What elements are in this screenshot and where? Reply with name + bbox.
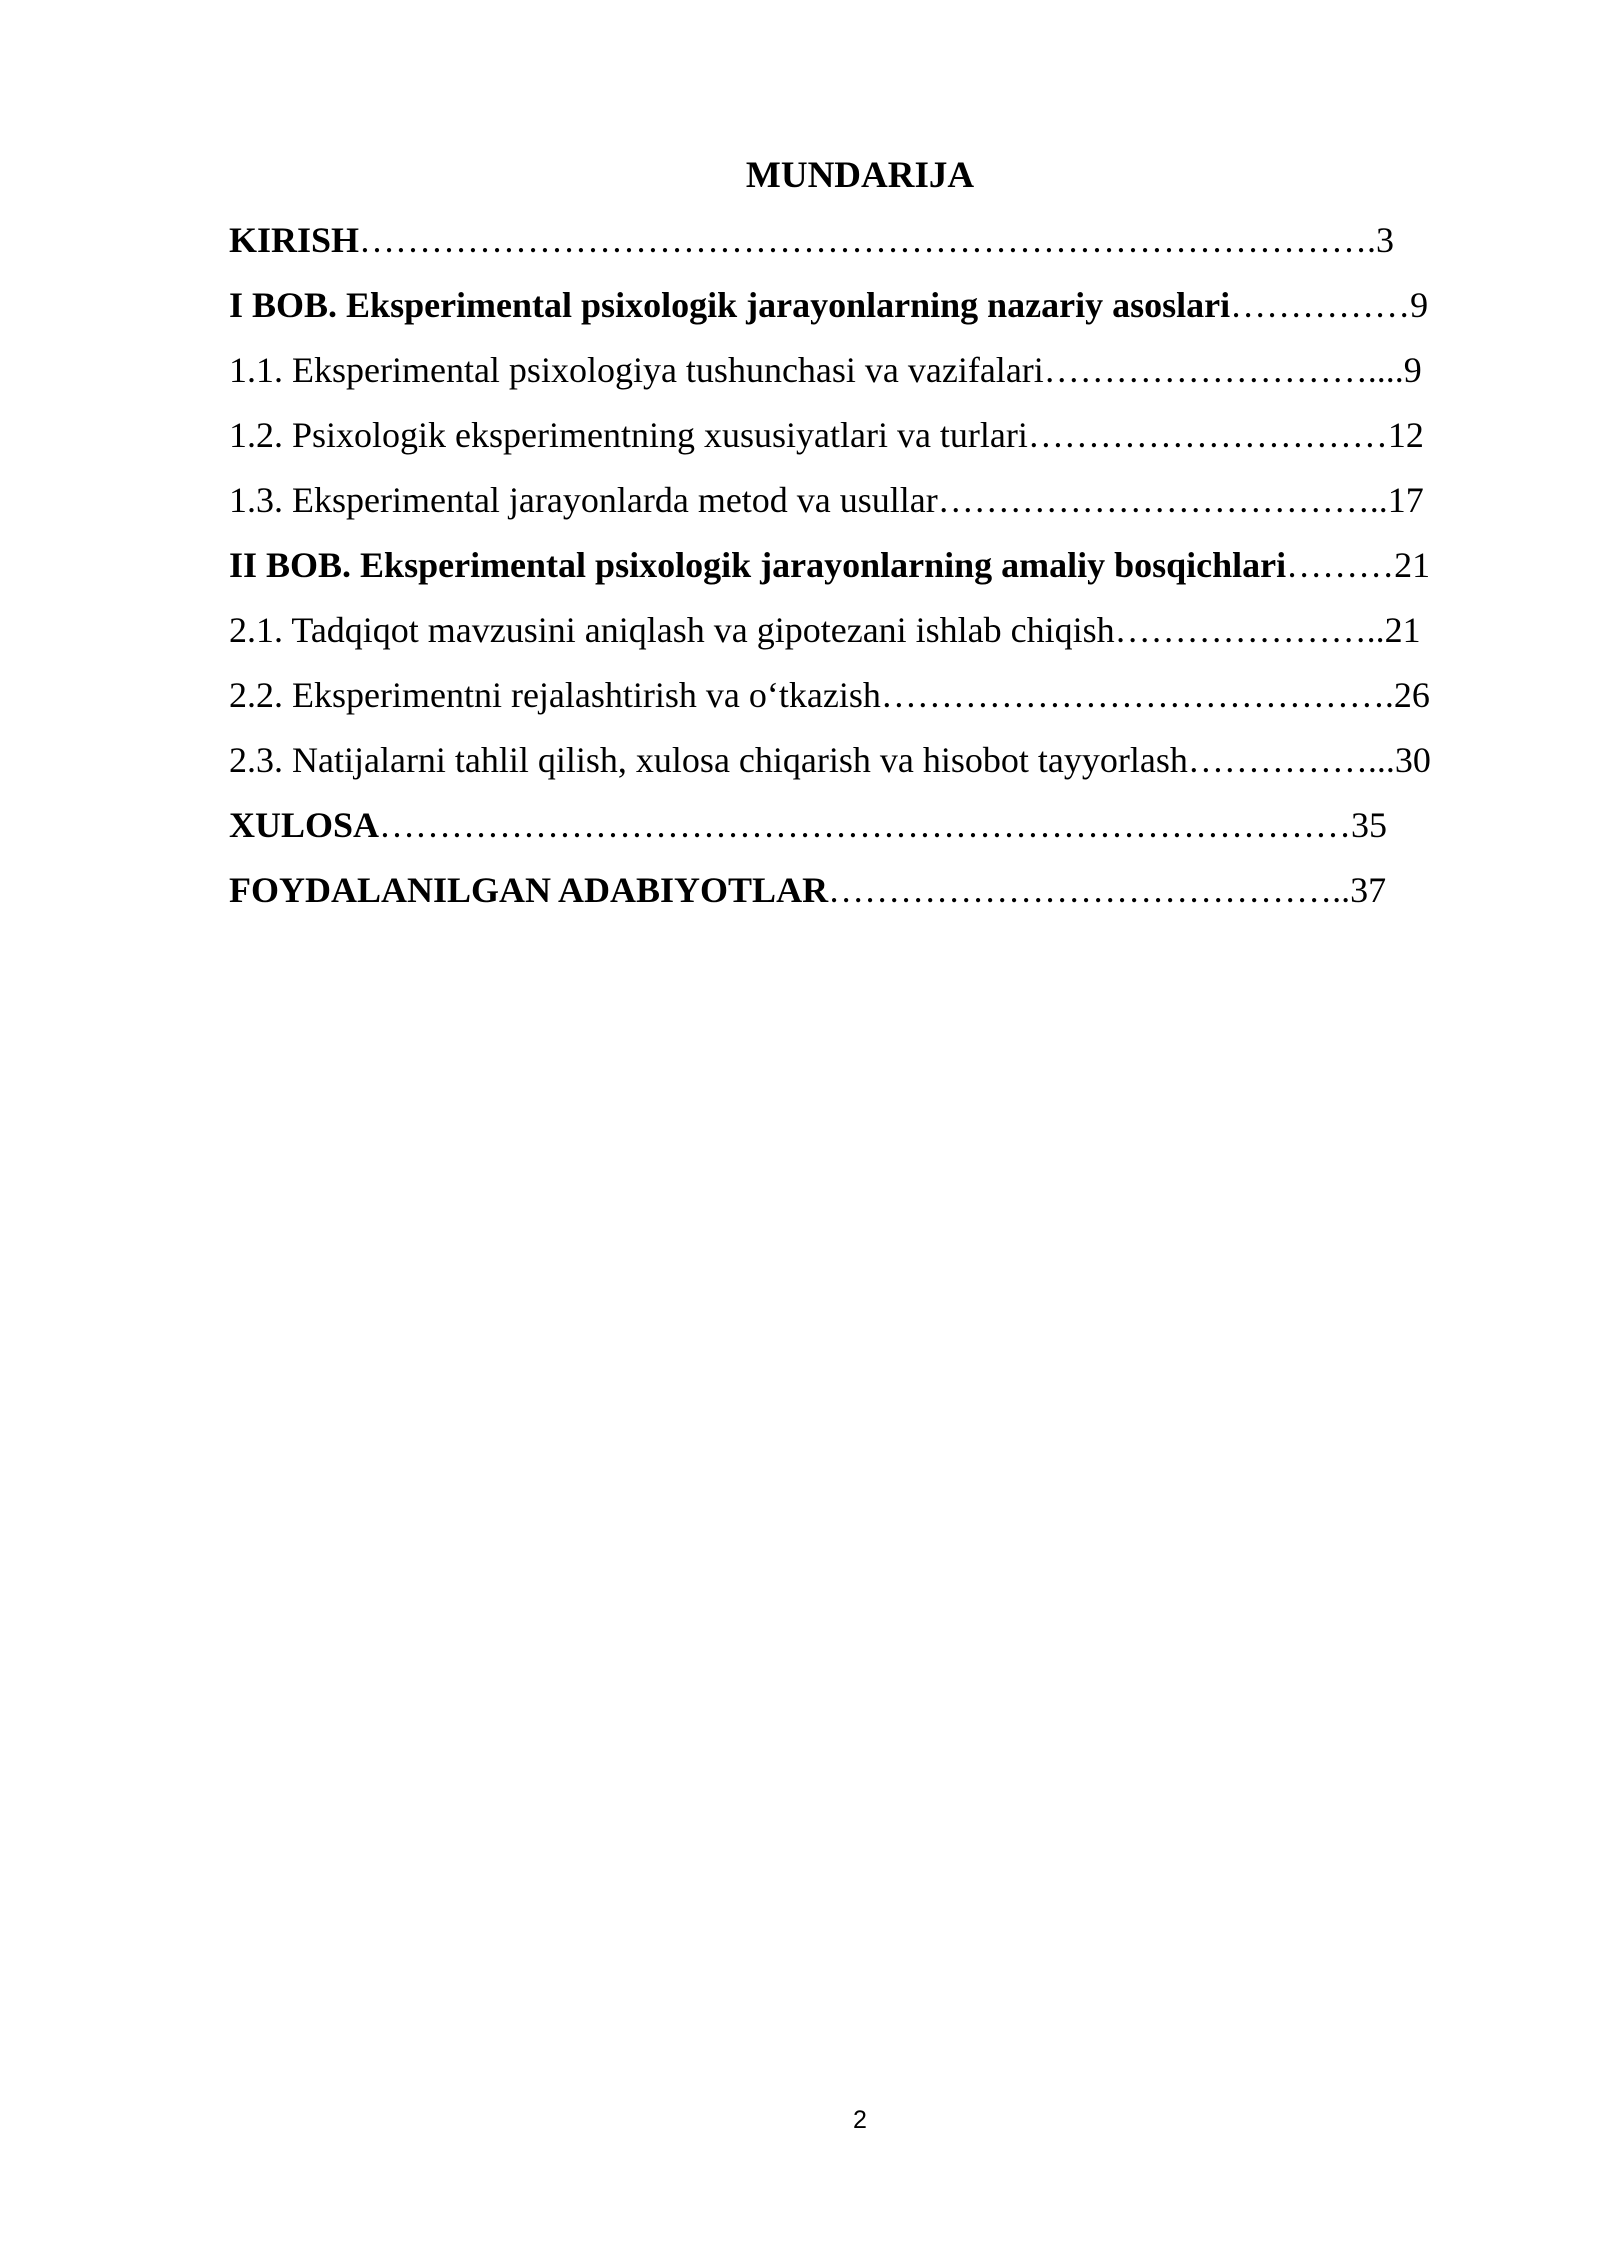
toc-entry-label: II BOB. Eksperimental psixologik jarayonlarning amaliy bosqichlari xyxy=(229,545,1287,585)
toc-entry-1-2 xyxy=(229,407,1484,472)
toc-entry-leader: …………… xyxy=(1230,285,1411,325)
toc-entry-page: 3 xyxy=(1376,220,1395,260)
toc-entry-xulosa xyxy=(229,797,1484,862)
toc-entry-leader: …………………………………………………………………………. xyxy=(359,220,1377,260)
toc-entry-label: 2.2. Eksperimentni rejalashtirish va o‘tkazish xyxy=(229,675,881,715)
toc-entry-leader: …………………………………….. xyxy=(828,870,1351,910)
toc-entry-label: 1.2. Psixologik eksperimentning xususiyatlari va turlari xyxy=(229,415,1028,455)
toc-entry-label: 1.3. Eksperimental jarayonlarda metod va usullar xyxy=(229,480,938,520)
toc-entry-2-3 xyxy=(229,732,1484,797)
toc-entry-kirish xyxy=(229,212,1484,277)
toc-title: MUNDARIJA xyxy=(745,155,975,196)
toc-entry-page: 26 xyxy=(1393,675,1430,715)
toc-entry-page: 30 xyxy=(1394,740,1431,780)
toc-entry-leader: ……………………………………. xyxy=(880,675,1394,715)
toc-entry-page: 35 xyxy=(1351,805,1388,845)
toc-entry-1-3 xyxy=(229,472,1484,537)
table-of-contents xyxy=(229,212,1484,927)
toc-entry-page: 21 xyxy=(1394,545,1431,585)
toc-entry-leader: ……… xyxy=(1286,545,1395,585)
toc-entry-page: 9 xyxy=(1403,350,1422,390)
toc-entry-leader: ………………….. xyxy=(1114,610,1385,650)
toc-entry-label: 2.1. Tadqiqot mavzusini aniqlash va gipotezani ishlab chiqish xyxy=(229,610,1115,650)
toc-entry-label: KIRISH xyxy=(229,220,360,260)
toc-entry-2-2 xyxy=(229,667,1484,732)
toc-entry-references xyxy=(229,862,1484,927)
page-number: 2 xyxy=(853,2106,867,2134)
toc-entry-leader: ………………………… xyxy=(1027,415,1388,455)
toc-entry-leader: ……………... xyxy=(1187,740,1395,780)
toc-entry-chapter-1 xyxy=(229,277,1484,342)
toc-entry-label: I BOB. Eksperimental psixologik jarayonlarning nazariy asoslari xyxy=(229,285,1231,325)
toc-entry-chapter-2 xyxy=(229,537,1484,602)
toc-entry-2-1 xyxy=(229,602,1484,667)
toc-entry-leader: ……………………….... xyxy=(1043,350,1404,390)
toc-entry-label: 2.3. Natijalarni tahlil qilish, xulosa chiqarish va hisobot tayyorlash xyxy=(229,740,1188,780)
toc-entry-leader: ……………………………………………………………………… xyxy=(379,805,1352,845)
toc-entry-label: 1.1. Eksperimental psixologiya tushunchasi va vazifalari xyxy=(229,350,1044,390)
toc-entry-page: 37 xyxy=(1350,870,1387,910)
toc-entry-page: 9 xyxy=(1410,285,1429,325)
toc-entry-label: FOYDALANILGAN ADABIYOTLAR xyxy=(229,870,829,910)
toc-entry-page: 17 xyxy=(1387,480,1424,520)
toc-entry-page: 21 xyxy=(1384,610,1421,650)
toc-entry-label: XULOSA xyxy=(229,805,380,845)
toc-entry-leader: ……………………………….. xyxy=(937,480,1388,520)
toc-entry-page: 12 xyxy=(1387,415,1424,455)
toc-entry-1-1 xyxy=(229,342,1484,407)
